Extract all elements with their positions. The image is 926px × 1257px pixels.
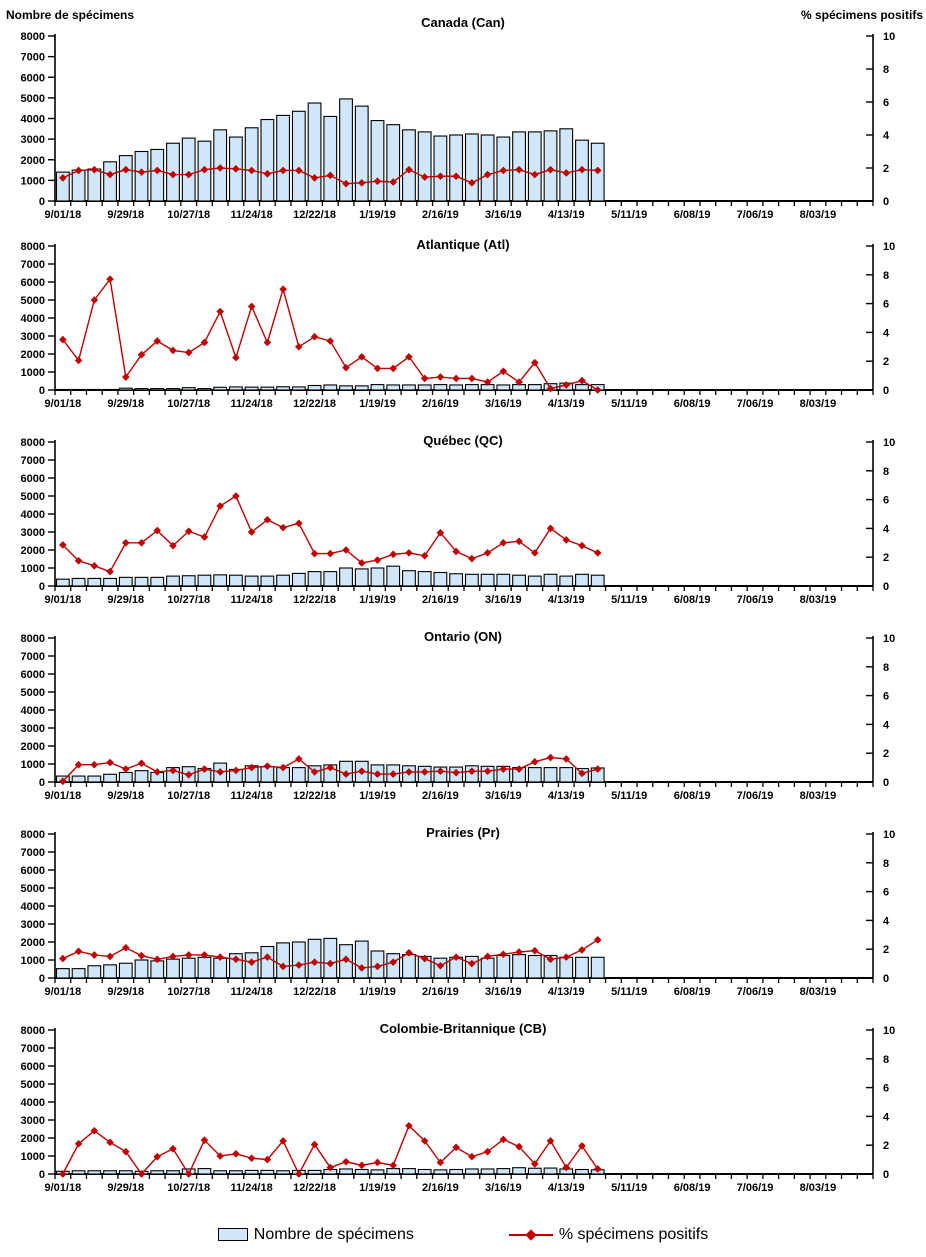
svg-text:8/03/19: 8/03/19 <box>799 1182 837 1194</box>
svg-text:8/03/19: 8/03/19 <box>799 986 837 998</box>
svg-text:7000: 7000 <box>20 1043 45 1055</box>
svg-text:2000: 2000 <box>20 349 45 361</box>
svg-text:8: 8 <box>883 661 890 674</box>
svg-text:0: 0 <box>38 777 45 789</box>
svg-text:4/13/19: 4/13/19 <box>547 209 585 221</box>
svg-text:5/11/19: 5/11/19 <box>611 790 648 802</box>
svg-text:4: 4 <box>883 915 890 928</box>
svg-text:10: 10 <box>883 633 896 645</box>
chart-panel-canada <box>0 0 926 232</box>
svg-text:3000: 3000 <box>20 723 45 735</box>
svg-text:4: 4 <box>883 327 890 340</box>
svg-text:11/24/18: 11/24/18 <box>230 594 273 606</box>
svg-text:6000: 6000 <box>20 473 45 485</box>
svg-text:9/29/18: 9/29/18 <box>107 398 145 410</box>
svg-text:0: 0 <box>883 1169 890 1181</box>
svg-text:1/19/19: 1/19/19 <box>359 790 396 802</box>
svg-text:8: 8 <box>883 857 890 870</box>
svg-text:10: 10 <box>883 437 896 449</box>
svg-text:0: 0 <box>883 777 890 789</box>
svg-text:11/24/18: 11/24/18 <box>230 986 273 998</box>
svg-text:3/16/19: 3/16/19 <box>484 594 522 606</box>
svg-text:9/29/18: 9/29/18 <box>107 790 145 802</box>
svg-text:1/19/19: 1/19/19 <box>359 594 396 606</box>
svg-text:6: 6 <box>883 97 890 109</box>
svg-text:6: 6 <box>883 690 890 703</box>
svg-text:0: 0 <box>38 581 45 593</box>
svg-text:5/11/19: 5/11/19 <box>611 594 648 606</box>
svg-text:2: 2 <box>883 1140 890 1153</box>
svg-text:4000: 4000 <box>20 509 45 521</box>
svg-text:7/06/19: 7/06/19 <box>736 986 774 998</box>
svg-text:1000: 1000 <box>20 1151 45 1163</box>
svg-text:2: 2 <box>883 356 890 369</box>
svg-text:0: 0 <box>38 1169 45 1181</box>
svg-text:4/13/19: 4/13/19 <box>547 790 585 802</box>
svg-text:6/08/19: 6/08/19 <box>673 986 711 998</box>
svg-text:4/13/19: 4/13/19 <box>547 594 585 606</box>
svg-text:8: 8 <box>883 64 890 76</box>
chart-title-colombie-britannique: Colombie-Britannique (CB) <box>379 1021 547 1036</box>
svg-text:6: 6 <box>883 886 890 899</box>
right-axis-title: % spécimens positifs <box>800 8 923 22</box>
svg-text:4000: 4000 <box>20 113 45 126</box>
svg-text:10/27/18: 10/27/18 <box>167 398 211 410</box>
svg-text:6/08/19: 6/08/19 <box>673 790 711 802</box>
svg-text:2/16/19: 2/16/19 <box>422 986 459 998</box>
chart-panel-atlantique <box>0 232 926 428</box>
svg-text:0: 0 <box>38 385 45 397</box>
svg-text:6000: 6000 <box>20 277 45 289</box>
svg-text:1/19/19: 1/19/19 <box>359 1182 396 1194</box>
svg-text:6/08/19: 6/08/19 <box>673 1182 711 1194</box>
svg-text:1/19/19: 1/19/19 <box>359 986 396 998</box>
svg-text:3/16/19: 3/16/19 <box>484 398 522 410</box>
svg-text:7/06/19: 7/06/19 <box>736 790 774 802</box>
svg-text:9/01/18: 9/01/18 <box>44 986 82 998</box>
svg-text:4: 4 <box>883 130 890 142</box>
svg-text:7/06/19: 7/06/19 <box>736 398 774 410</box>
svg-text:2/16/19: 2/16/19 <box>422 1182 459 1194</box>
canada-chart-canvas <box>0 0 926 232</box>
chart-panel-colombie-britannique <box>0 1016 926 1212</box>
svg-text:5000: 5000 <box>20 295 45 307</box>
svg-text:4: 4 <box>883 719 890 732</box>
prairies-chart-canvas <box>0 820 926 1016</box>
svg-text:9/01/18: 9/01/18 <box>44 209 82 221</box>
svg-text:12/22/18: 12/22/18 <box>293 398 336 410</box>
svg-text:0: 0 <box>883 581 890 593</box>
svg-text:4000: 4000 <box>20 1097 45 1109</box>
svg-text:12/22/18: 12/22/18 <box>293 209 336 221</box>
svg-text:6/08/19: 6/08/19 <box>673 594 711 606</box>
svg-text:8000: 8000 <box>20 1025 45 1037</box>
svg-text:7000: 7000 <box>20 455 45 467</box>
chart-title-ontario: Ontario (ON) <box>424 629 502 644</box>
svg-text:9/29/18: 9/29/18 <box>107 594 145 606</box>
svg-text:2000: 2000 <box>20 937 45 949</box>
svg-text:4/13/19: 4/13/19 <box>547 986 585 998</box>
svg-text:4/13/19: 4/13/19 <box>547 398 585 410</box>
svg-text:5000: 5000 <box>20 491 45 503</box>
svg-text:6000: 6000 <box>20 1061 45 1073</box>
svg-text:2: 2 <box>883 552 890 565</box>
svg-text:1000: 1000 <box>20 563 45 575</box>
svg-text:11/24/18: 11/24/18 <box>230 398 273 410</box>
svg-text:10/27/18: 10/27/18 <box>167 986 211 998</box>
svg-text:7000: 7000 <box>20 651 45 663</box>
svg-text:10: 10 <box>883 241 896 253</box>
legend-bars-label: Nombre de spécimens <box>253 1225 414 1243</box>
chart-legend <box>0 1212 926 1257</box>
svg-text:11/24/18: 11/24/18 <box>230 209 273 221</box>
svg-text:3/16/19: 3/16/19 <box>484 790 522 802</box>
legend-line-label: % spécimens positifs <box>558 1225 709 1243</box>
svg-text:2/16/19: 2/16/19 <box>422 790 459 802</box>
svg-text:9/29/18: 9/29/18 <box>107 209 145 221</box>
svg-text:9/29/18: 9/29/18 <box>107 986 145 998</box>
svg-text:12/22/18: 12/22/18 <box>293 790 336 802</box>
svg-text:1/19/19: 1/19/19 <box>359 209 396 221</box>
chart-title-prairies: Prairies (Pr) <box>426 825 500 840</box>
svg-text:0: 0 <box>38 973 45 985</box>
svg-text:10: 10 <box>883 1025 896 1037</box>
svg-text:12/22/18: 12/22/18 <box>293 594 336 606</box>
svg-text:1000: 1000 <box>20 955 45 967</box>
svg-text:11/24/18: 11/24/18 <box>230 1182 273 1194</box>
svg-text:10/27/18: 10/27/18 <box>167 1182 211 1194</box>
svg-text:5/11/19: 5/11/19 <box>611 398 648 410</box>
svg-text:4: 4 <box>883 1111 890 1124</box>
svg-text:10: 10 <box>883 829 896 841</box>
svg-text:2000: 2000 <box>20 154 45 167</box>
svg-text:4000: 4000 <box>20 705 45 717</box>
svg-text:8000: 8000 <box>20 241 45 253</box>
svg-text:3/16/19: 3/16/19 <box>484 986 522 998</box>
svg-text:5/11/19: 5/11/19 <box>611 209 648 221</box>
svg-text:9/29/18: 9/29/18 <box>107 1182 145 1194</box>
svg-text:8000: 8000 <box>20 633 45 645</box>
legend-item-specimens <box>218 1226 414 1244</box>
svg-text:6000: 6000 <box>20 669 45 681</box>
chart-title-quebec: Québec (QC) <box>423 433 503 448</box>
bar-swatch-icon <box>218 1228 248 1241</box>
svg-text:10/27/18: 10/27/18 <box>167 209 211 221</box>
svg-text:5000: 5000 <box>20 1079 45 1091</box>
svg-text:3000: 3000 <box>20 919 45 931</box>
svg-text:3000: 3000 <box>20 527 45 539</box>
svg-text:6: 6 <box>883 298 890 311</box>
svg-text:4000: 4000 <box>20 313 45 325</box>
svg-text:10/27/18: 10/27/18 <box>167 594 211 606</box>
svg-text:9/01/18: 9/01/18 <box>44 594 82 606</box>
quebec-chart-canvas <box>0 428 926 624</box>
svg-text:2/16/19: 2/16/19 <box>422 398 459 410</box>
svg-text:4: 4 <box>883 523 890 536</box>
chart-title-canada: Canada (Can) <box>421 15 505 30</box>
svg-text:0: 0 <box>38 196 45 208</box>
svg-text:2: 2 <box>883 944 890 957</box>
svg-text:6: 6 <box>883 1082 890 1095</box>
svg-text:0: 0 <box>883 385 890 397</box>
svg-text:4/13/19: 4/13/19 <box>547 1182 585 1194</box>
svg-text:8: 8 <box>883 465 890 478</box>
svg-text:7000: 7000 <box>20 259 45 271</box>
svg-text:8000: 8000 <box>20 829 45 841</box>
svg-text:12/22/18: 12/22/18 <box>293 1182 336 1194</box>
svg-text:8000: 8000 <box>20 437 45 449</box>
svg-text:4000: 4000 <box>20 901 45 913</box>
svg-text:7000: 7000 <box>20 847 45 859</box>
svg-text:8: 8 <box>883 1053 890 1066</box>
svg-text:7/06/19: 7/06/19 <box>736 209 774 221</box>
svg-text:2: 2 <box>883 748 890 761</box>
svg-text:2/16/19: 2/16/19 <box>422 209 459 221</box>
svg-text:9/01/18: 9/01/18 <box>44 398 82 410</box>
svg-text:2: 2 <box>883 163 890 175</box>
chart-panel-ontario <box>0 624 926 820</box>
svg-text:8/03/19: 8/03/19 <box>799 398 837 410</box>
svg-text:5/11/19: 5/11/19 <box>611 986 648 998</box>
svg-text:2000: 2000 <box>20 545 45 557</box>
svg-text:2000: 2000 <box>20 741 45 753</box>
svg-text:12/22/18: 12/22/18 <box>293 986 336 998</box>
svg-text:0: 0 <box>883 196 890 208</box>
svg-text:2/16/19: 2/16/19 <box>422 594 459 606</box>
svg-text:1000: 1000 <box>20 175 45 188</box>
svg-text:3/16/19: 3/16/19 <box>484 209 522 221</box>
svg-text:6: 6 <box>883 494 890 507</box>
svg-text:6/08/19: 6/08/19 <box>673 398 711 410</box>
svg-text:10: 10 <box>883 31 896 43</box>
svg-text:5/11/19: 5/11/19 <box>611 1182 648 1194</box>
svg-text:8/03/19: 8/03/19 <box>799 594 837 606</box>
svg-text:1000: 1000 <box>20 367 45 379</box>
svg-text:7000: 7000 <box>20 51 45 64</box>
svg-text:5000: 5000 <box>20 687 45 699</box>
svg-text:9/01/18: 9/01/18 <box>44 790 82 802</box>
left-axis-title: Nombre de spécimens <box>6 8 135 22</box>
svg-text:3000: 3000 <box>20 134 45 147</box>
svg-text:8/03/19: 8/03/19 <box>799 790 837 802</box>
svg-text:7/06/19: 7/06/19 <box>736 1182 774 1194</box>
chart-title-atlantique: Atlantique (Atl) <box>416 237 510 252</box>
svg-text:3000: 3000 <box>20 331 45 343</box>
ontario-chart-canvas <box>0 624 926 820</box>
svg-text:5000: 5000 <box>20 883 45 895</box>
legend-item-positifs <box>509 1226 708 1244</box>
svg-text:5000: 5000 <box>20 92 45 105</box>
svg-text:7/06/19: 7/06/19 <box>736 594 774 606</box>
chart-panel-quebec <box>0 428 926 624</box>
svg-text:11/24/18: 11/24/18 <box>230 790 273 802</box>
svg-text:1/19/19: 1/19/19 <box>359 398 396 410</box>
colombie-britannique-chart-canvas <box>0 1016 926 1212</box>
svg-text:3000: 3000 <box>20 1115 45 1127</box>
svg-text:0: 0 <box>883 973 890 985</box>
svg-text:2000: 2000 <box>20 1133 45 1145</box>
svg-text:8/03/19: 8/03/19 <box>799 209 837 221</box>
svg-text:1000: 1000 <box>20 759 45 771</box>
line-diamond-icon <box>509 1228 553 1242</box>
svg-text:6000: 6000 <box>20 865 45 877</box>
svg-text:6000: 6000 <box>20 72 45 85</box>
svg-text:3/16/19: 3/16/19 <box>484 1182 522 1194</box>
svg-text:8: 8 <box>883 269 890 282</box>
atlantique-chart-canvas <box>0 232 926 428</box>
svg-text:9/01/18: 9/01/18 <box>44 1182 82 1194</box>
chart-panel-prairies <box>0 820 926 1016</box>
svg-text:6/08/19: 6/08/19 <box>673 209 711 221</box>
svg-text:8000: 8000 <box>20 31 45 43</box>
svg-text:10/27/18: 10/27/18 <box>167 790 211 802</box>
